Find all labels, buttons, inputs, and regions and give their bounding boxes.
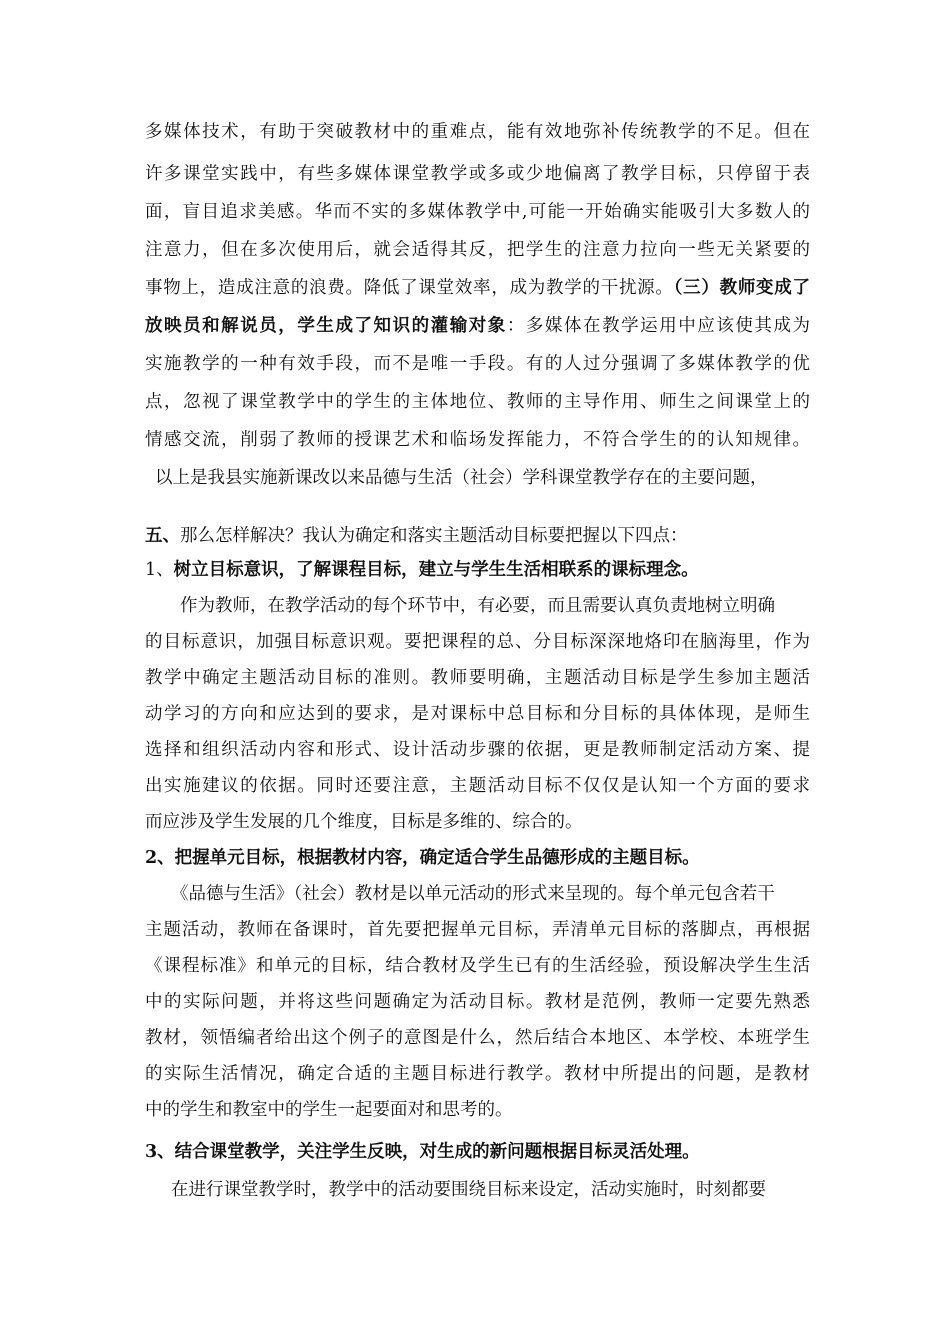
text-line: 在进行课堂教学时，教学中的活动要围绕目标来设定，活动实施时，时刻都要	[171, 1180, 766, 1200]
text-line: 的目标意识，加强目标意识观。要把课程的总、分目标深深地烙印在脑海里，作为	[145, 632, 810, 652]
text-line: 的实际生活情况，确定合适的主题目标进行教学。教材中所提出的问题，是教材	[145, 1064, 810, 1084]
section-number: 五、	[145, 526, 180, 546]
text-line: 以上是我县实施新课改以来品德与生活（社会）学科课堂教学存在的主要问题，	[155, 468, 768, 488]
text-line	[145, 314, 810, 338]
point-title: 树立目标意识，了解课程目标，建立与学生生活相联系的课标理念。	[173, 560, 699, 580]
text-line: 而应涉及学生发展的几个维度，目标是多维的、综合的。	[145, 812, 583, 832]
text-line: 面，盲目追求美感。华而不实的多媒体教学中,可能一开始确实能吸引大多数人的	[145, 202, 810, 222]
text-line: 实施教学的一种有效手段，而不是唯一手段。有的人过分强调了多媒体教学的优	[145, 354, 810, 374]
text-line: 出实施建议的依据。同时还要注意，主题活动目标不仅仅是认知一个方面的要求	[145, 776, 810, 796]
text-line: 多媒体技术，有助于突破教材中的重难点，能有效地弥补传统教学的不足。但在	[145, 122, 810, 142]
point-number: 1、	[145, 560, 174, 580]
text-line: 《课程标准》和单元的目标，结合教材及学生已有的生活经验，预设解决学生生活	[145, 956, 810, 976]
subheading-inline: 放映员和解说员，学生成了知识的灌输对象	[145, 316, 507, 336]
point-heading	[145, 558, 810, 582]
point-heading: 3、结合课堂教学，关注学生反映，对生成的新问题根据目标灵活处理。	[145, 1142, 700, 1162]
text-line: 中的实际问题，并将这些问题确定为活动目标。教材是范例，教师一定要先熟悉	[145, 992, 810, 1012]
text-line: 教材，领悟编者给出这个例子的意图是什么，然后结合本地区、本学校、本班学生	[145, 1028, 810, 1048]
section-heading-text: 那么怎样解决？我认为确定和落实主题活动目标要把握以下四点：	[180, 526, 688, 546]
text-line: 注意力，但在多次使用后，就会适得其反，把学生的注意力拉向一些无关紧要的	[145, 240, 810, 260]
text-line: 中的学生和教室中的学生一起要面对和思考的。	[145, 1100, 513, 1120]
text-line	[145, 276, 810, 300]
text-run: ：多媒体在教学运用中应该使其成为	[506, 316, 811, 336]
section-heading	[145, 524, 810, 548]
text-line: 主题活动，教师在备课时，首先要把握单元目标，弄清单元目标的落脚点，再根据	[145, 920, 810, 940]
subheading-inline: （三）教师变成了	[673, 278, 811, 298]
text-line: 教学中确定主题活动目标的准则。教师要明确，主题活动目标是学生参加主题活	[145, 668, 810, 688]
text-line: 情感交流，削弱了教师的授课艺术和临场发挥能力，不符合学生的的认知规律。	[145, 430, 810, 450]
text-line: 动学习的方向和应达到的要求，是对课标中总目标和分目标的具体体现，是师生	[145, 704, 810, 724]
text-line: 选择和组织活动内容和形式、设计活动步骤的依据，更是教师制定活动方案、提	[145, 740, 810, 760]
text-line: 作为教师，在教学活动的每个环节中，有必要，而且需要认真负责地树立明确	[180, 596, 775, 616]
text-run: 事物上，造成注意的浪费。降低了课堂效率，成为教学的干扰源。	[145, 278, 674, 298]
text-line: 许多课堂实践中，有些多媒体课堂教学或多或少地偏离了教学目标，只停留于表	[145, 164, 810, 184]
point-heading: 2、把握单元目标，根据教材内容，确定适合学生品德形成的主题目标。	[145, 848, 700, 868]
text-line: 点，忽视了课堂教学中的学生的主体地位、教师的主导作用、师生之间课堂上的	[145, 392, 810, 412]
text-line: 《品德与生活》（社会）教材是以单元活动的形式来呈现的。每个单元包含若干	[171, 884, 775, 904]
